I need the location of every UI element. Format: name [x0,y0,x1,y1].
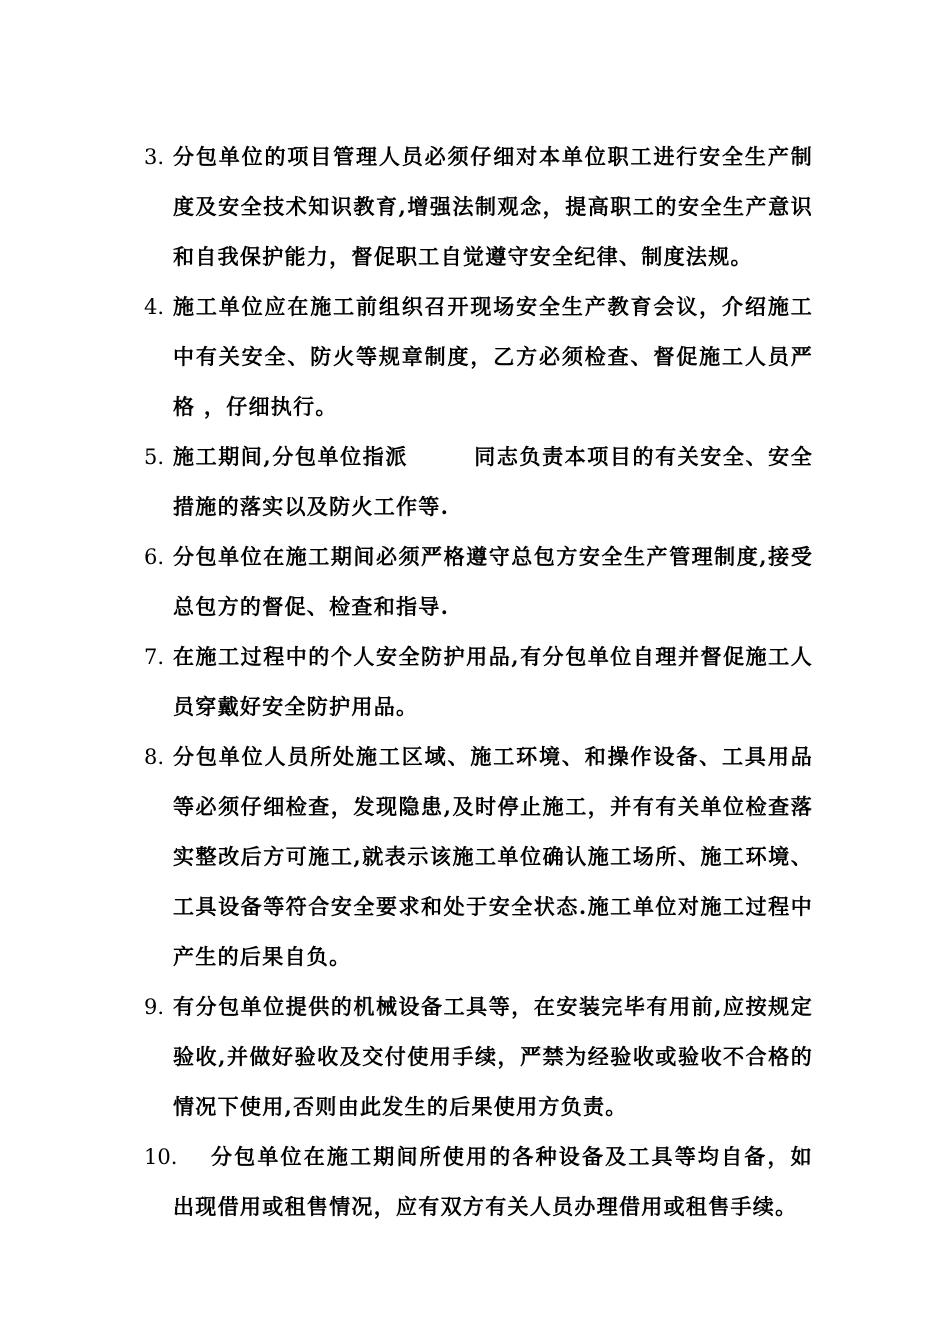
clause-text: 分包单位的项目管理人员必须仔细对本单位职工进行安全生产制度及安全技术知识教育,增强法制观念，提高职工的安全生产意识和自我保护能力，督促职工自觉遵守安全纪律、制度法规。 [173,144,813,269]
clause-7 [144,632,814,732]
clause-text-before-blank: 施工期间,分包单位指派 [173,444,408,469]
clause-text: 在施工过程中的个人安全防护用品,有分包单位自理并督促施工人员穿戴好安全防护用品。 [173,644,813,719]
clause-text-after-blank: 同志负责本项目的有关安全、安全措施的落实以及防火工作等. [173,444,813,519]
clause-3 [144,132,814,282]
clause-number: 4. [144,295,165,319]
safety-clause-list [144,132,814,1232]
clause-text: 分包单位人员所处施工区域、施工环境、和操作设备、工具用品等必须仔细检查，发现隐患,及时停止施工，并有有关单位检查落实整改后方可施工,就表示该施工单位确认施工场所、施工环境、工具设备等符合安全要求和处于安全状态.施工单位对施工过程中产生的后果自负。 [173,744,813,969]
clause-6 [144,532,814,632]
clause-10 [144,1132,814,1232]
clause-number: 5. [144,445,165,469]
clause-number: 8. [144,745,165,769]
clause-text: 施工单位应在施工前组织召开现场安全生产教育会议，介绍施工中有关安全、防火等规章制度，乙方必须检查、督促施工人员严格 ，仔细执行。 [173,294,813,419]
clause-4 [144,282,814,432]
clause-number: 9. [144,995,165,1019]
clause-number: 7. [144,645,165,669]
clause-number: 10. [144,1145,178,1169]
clause-9 [144,982,814,1132]
clause-text: 分包单位在施工期间必须严格遵守总包方安全生产管理制度,接受总包方的督促、检查和指导. [173,544,813,619]
clause-text [173,432,813,532]
clause-5 [144,432,814,532]
clause-text: 分包单位在施工期间所使用的各种设备及工具等均自备，如出现借用或租售情况，应有双方有关人员办理借用或租售手续。 [173,1144,813,1219]
clause-number: 3. [144,145,165,169]
clause-number: 6. [144,545,165,569]
clause-8 [144,732,814,982]
clause-text: 有分包单位提供的机械设备工具等，在安装完毕有用前,应按规定验收,并做好验收及交付使用手续，严禁为经验收或验收不合格的情况下使用,否则由此发生的后果使用方负责。 [173,994,813,1119]
